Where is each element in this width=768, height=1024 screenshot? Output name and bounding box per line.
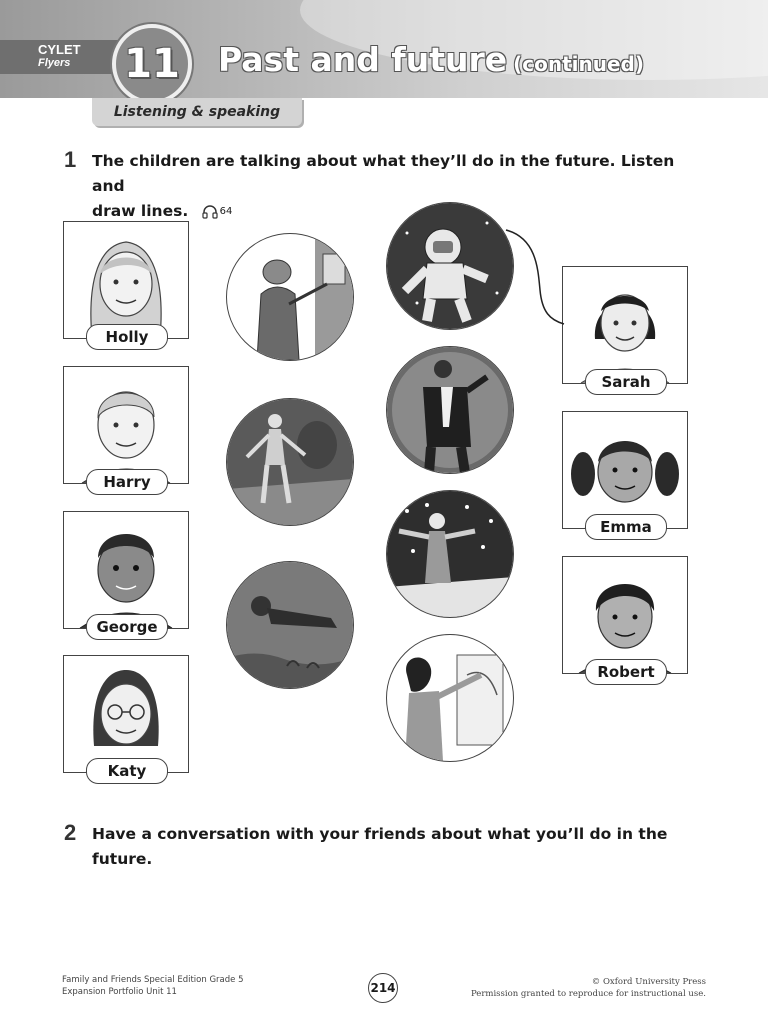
footer-source-line2: Expansion Portfolio Unit 11 bbox=[62, 987, 177, 997]
portrait-george bbox=[63, 511, 189, 636]
boy-curly-hair-illustration bbox=[64, 512, 188, 628]
scuba-diver-illustration bbox=[227, 562, 353, 688]
portrait-robert bbox=[562, 556, 688, 681]
page-title-main: Past and future bbox=[218, 40, 508, 79]
headphones-icon bbox=[202, 205, 218, 219]
name-label: Harry bbox=[86, 469, 168, 495]
name-label: Sarah bbox=[585, 369, 667, 395]
picture-painter[interactable] bbox=[386, 634, 514, 762]
picture-diver[interactable] bbox=[226, 561, 354, 689]
exam-level: Flyers bbox=[38, 57, 71, 69]
page-title bbox=[218, 40, 644, 79]
page-number: 214 bbox=[368, 973, 398, 1003]
girl-pigtails-illustration bbox=[563, 412, 687, 528]
name-label: Emma bbox=[585, 514, 667, 540]
exercise-1-line1: The children are talking about what they’ll do in the future. Listen and bbox=[92, 152, 675, 195]
girl-long-hair-illustration bbox=[64, 222, 188, 338]
page-title-suffix: (continued) bbox=[513, 52, 645, 76]
circus-clown-illustration bbox=[387, 491, 513, 617]
unit-number: 11 bbox=[124, 41, 180, 87]
pop-singer-illustration bbox=[387, 347, 513, 473]
girl-glasses-illustration bbox=[64, 656, 188, 772]
name-label: Robert bbox=[585, 659, 667, 685]
portrait-sarah bbox=[562, 266, 688, 391]
footer-source bbox=[62, 974, 243, 998]
picture-firefighter[interactable] bbox=[226, 233, 354, 361]
exercise-2-instruction: Have a conversation with your friends about what you’ll do in the future. bbox=[92, 825, 668, 868]
portrait-harry bbox=[63, 366, 189, 491]
section-tab: Listening & speaking bbox=[92, 98, 302, 126]
name-label: George bbox=[86, 614, 168, 640]
footer-copyright-line1: © Oxford University Press bbox=[591, 977, 706, 987]
artist-painting-illustration bbox=[387, 635, 513, 761]
unit-badge bbox=[112, 24, 192, 104]
exercise-1-number: 1 bbox=[64, 147, 77, 172]
astronaut-illustration bbox=[387, 203, 513, 329]
exercise-1-line2: draw lines. bbox=[92, 202, 189, 220]
audio-track-number: 64 bbox=[219, 206, 233, 217]
name-label: Katy bbox=[86, 758, 168, 784]
exam-name: CYLET bbox=[38, 42, 81, 57]
dancer-illustration bbox=[227, 399, 353, 525]
exam-level-tag bbox=[0, 40, 122, 74]
name-label: Holly bbox=[86, 324, 168, 350]
girl-bob-hair-illustration bbox=[563, 267, 687, 383]
portrait-katy bbox=[63, 655, 189, 780]
picture-dancer[interactable] bbox=[226, 398, 354, 526]
firefighter-illustration bbox=[227, 234, 353, 360]
exercise-2-number: 2 bbox=[64, 820, 77, 845]
picture-singer[interactable] bbox=[386, 346, 514, 474]
boy-dark-hair-illustration bbox=[563, 557, 687, 673]
footer-copyright bbox=[471, 976, 706, 1000]
portrait-holly bbox=[63, 221, 189, 346]
footer-source-line1: Family and Friends Special Edition Grade 5 bbox=[62, 975, 244, 985]
picture-astronaut[interactable] bbox=[386, 202, 514, 330]
picture-clown[interactable] bbox=[386, 490, 514, 618]
boy-short-hair-illustration bbox=[64, 367, 188, 483]
footer-copyright-line2: Permission granted to reproduce for instructional use. bbox=[470, 989, 706, 999]
portrait-emma bbox=[562, 411, 688, 536]
audio-track[interactable] bbox=[202, 199, 233, 224]
